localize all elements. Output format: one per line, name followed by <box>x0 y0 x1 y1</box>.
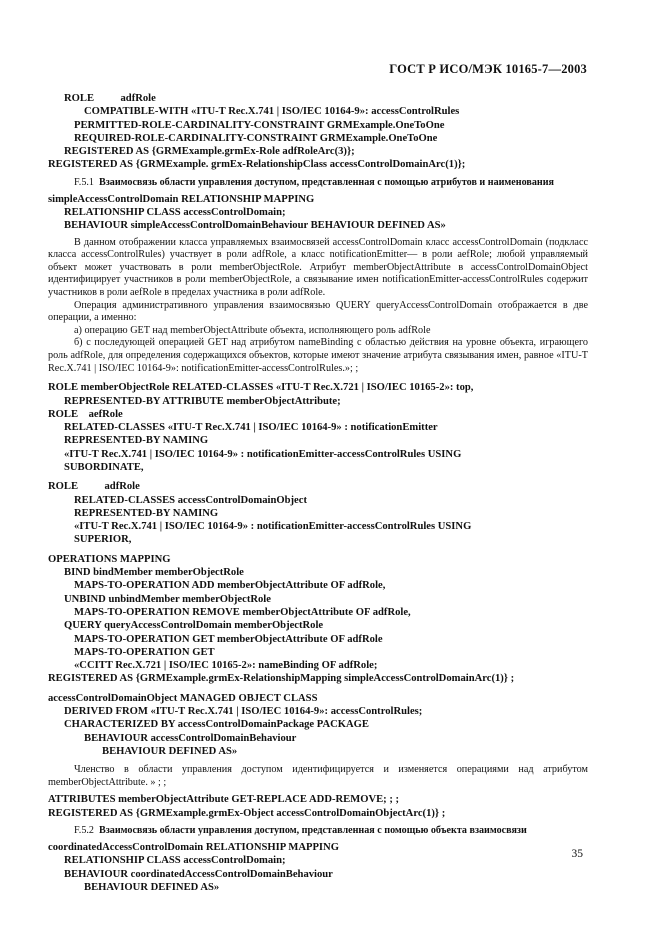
code-line: REPRESENTED-BY ATTRIBUTE memberObjectAttribute; <box>64 395 341 407</box>
code-line: MAPS-TO-OPERATION REMOVE memberObjectAttribute OF adfRole, <box>74 606 411 618</box>
code-line: MAPS-TO-OPERATION ADD memberObjectAttribute OF adfRole, <box>74 580 386 592</box>
code-line: REGISTERED AS {GRMExample.grmEx-Role adfRoleArc(3)}; <box>64 146 355 158</box>
code-line: accessControlDomainObject MANAGED OBJECT CLASS <box>48 692 318 704</box>
section-heading <box>48 824 588 837</box>
page-content <box>48 92 588 894</box>
code-line: «ITU-T Rec.X.741 | ISO/IEC 10164-9» : notificationEmitter-accessControlRules USING <box>64 448 462 460</box>
code-line: PERMITTED-ROLE-CARDINALITY-CONSTRAINT GRMExample.OneToOne <box>74 119 445 131</box>
code-line: MAPS-TO-OPERATION GET memberObjectAttribute OF adfRole <box>74 633 383 645</box>
code-line: CHARACTERIZED BY accessControlDomainPackage PACKAGE <box>64 719 369 731</box>
code-line: ROLE adfRole <box>64 93 156 104</box>
code-line: BEHAVIOUR coordinatedAccessControlDomainBehaviour <box>64 868 333 880</box>
code-line: BEHAVIOUR accessControlDomainBehaviour <box>84 732 297 744</box>
code-line: QUERY queryAccessControlDomain memberObjectRole <box>64 620 324 632</box>
code-line: «ITU-T Rec.X.741 | ISO/IEC 10164-9» : notificationEmitter-accessControlRules USING <box>74 521 472 533</box>
code-line: RELATIONSHIP CLASS accessControlDomain; <box>64 855 286 867</box>
section-title: Взаимосвязь области управления доступом, представленная с помощью атрибутов и наименования <box>99 176 554 188</box>
code-line: coordinatedAccessControlDomain RELATIONSHIP MAPPING <box>48 842 339 853</box>
code-line: BIND bindMember memberObjectRole <box>64 567 244 579</box>
code-line: ATTRIBUTES memberObjectAttribute GET-REPLACE ADD-REMOVE; ; ; <box>48 794 400 806</box>
section-number: F.5.2 <box>74 825 94 836</box>
code-line: COMPATIBLE-WITH «ITU-T Rec.X.741 | ISO/IEC 10164-9»: accessControlRules <box>84 106 460 118</box>
paragraph: Членство в области управления доступом идентифицируется и изменяется операциями над атрибутом memberObjectAttribute. » ; ; <box>48 764 588 788</box>
code-line: ROLE adfRole <box>48 481 140 493</box>
paragraph: В данном отображении класса управляемых взаимосвязей accessControlDomain класс accessControlDomain (подкласс класса accessControlRules) участвует в роли adfRole, а класс notificationEmitter— в роли aefRole; любой управляемый объект может участвовать в роли memberObjectRole. Атрибут memberObjectAttribute в accessControlDomainObject идентифицирует участников в роли memberObjectRole, а связывание имен notificationEmitter-accessControlRules содержит участников в роли aefRole в пределах участника в роли adfRole. <box>48 236 588 299</box>
code-line: REGISTERED AS {GRMExample.grmEx-RelationshipMapping simpleAccessControlDomainArc(1)} ; <box>48 673 515 685</box>
code-line: simpleAccessControlDomain RELATIONSHIP MAPPING <box>48 193 315 205</box>
page-number: 35 <box>571 848 583 860</box>
code-line: UNBIND unbindMember memberObjectRole <box>64 593 271 605</box>
code-line: REPRESENTED-BY NAMING <box>64 435 209 447</box>
code-line: ROLE aefRole <box>48 408 123 420</box>
code-line: BEHAVIOUR DEFINED AS» <box>84 881 220 893</box>
code-line: SUBORDINATE, <box>64 461 144 473</box>
paragraph: б) с последующей операцией GET над атрибутом nameBinding с областью действия на уровне объекта, играющего роль adfRole, для определения содержащихся объектов, которые имеют значение атрибута связывания имен, равное «ITU-T Rec.X.741 | ISO/IEC 10164-9»: notificationEmitter-accessControlRules.»; ; <box>48 337 588 374</box>
code-line: REGISTERED AS {GRMExample.grmEx-Object accessControlDomainObjectArc(1)} ; <box>48 807 446 819</box>
code-line: DERIVED FROM «ITU-T Rec.X.741 | ISO/IEC 10164-9»: accessControlRules; <box>64 706 423 718</box>
code-line: REQUIRED-ROLE-CARDINALITY-CONSTRAINT GRMExample.OneToOne <box>74 132 438 144</box>
section-heading <box>48 176 588 189</box>
standard-header: ГОСТ Р ИСО/МЭК 10165-7—2003 <box>389 62 587 76</box>
code-line: MAPS-TO-OPERATION GET <box>74 646 215 658</box>
code-line: BEHAVIOUR simpleAccessControlDomainBehaviour BEHAVIOUR DEFINED AS» <box>64 220 446 232</box>
code-line: «CCITT Rec.X.721 | ISO/IEC 10165-2»: nameBinding OF adfRole; <box>74 660 378 672</box>
paragraph: а) операцию GET над memberObjectAttribute объекта, исполняющего роль adfRole <box>74 324 431 336</box>
code-line: RELATED-CLASSES accessControlDomainObject <box>74 494 307 506</box>
code-line: ROLE memberObjectRole RELATED-CLASSES «ITU-T Rec.X.721 | ISO/IEC 10165-2»: top, <box>48 382 474 394</box>
code-line: SUPERIOR, <box>74 534 132 546</box>
code-line: BEHAVIOUR DEFINED AS» <box>102 745 238 757</box>
code-line: OPERATIONS MAPPING <box>48 553 171 565</box>
section-title: Взаимосвязь области управления доступом, представленная с помощью объекта взаимосвязи <box>99 825 527 836</box>
code-line: RELATIONSHIP CLASS accessControlDomain; <box>64 207 286 219</box>
code-line: REPRESENTED-BY NAMING <box>74 507 219 519</box>
code-line: REGISTERED AS {GRMExample. grmEx-RelationshipClass accessControlDomainArc(1)}; <box>48 159 466 171</box>
code-line: RELATED-CLASSES «ITU-T Rec.X.741 | ISO/IEC 10164-9» : notificationEmitter <box>64 422 438 434</box>
section-number: F.5.1 <box>74 176 94 188</box>
paragraph: Операция административного управления взаимосвязью QUERY queryAccessControlDomain отображается в две операции, а именно: <box>48 299 588 324</box>
